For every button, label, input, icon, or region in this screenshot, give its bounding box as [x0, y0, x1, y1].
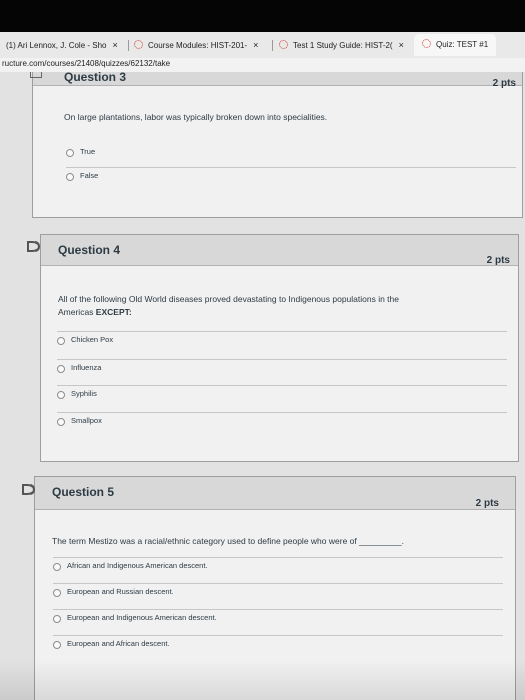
question-header — [35, 477, 515, 510]
question-title: Question 4 — [58, 243, 121, 257]
question-header — [41, 235, 518, 266]
answer-label[interactable]: European and African descent. — [67, 639, 170, 648]
browser-tab-course-modules[interactable] — [134, 36, 258, 54]
answer-option[interactable] — [57, 331, 507, 349]
answer-option[interactable] — [66, 167, 516, 185]
radio-button[interactable] — [53, 615, 61, 623]
radio-button[interactable] — [57, 418, 65, 426]
tab-label: Course Modules: HIST-201- — [148, 41, 248, 50]
answer-option[interactable] — [53, 583, 503, 601]
answer-label[interactable]: Chicken Pox — [71, 335, 114, 344]
answer-option[interactable] — [57, 359, 507, 377]
tab-separator — [128, 40, 129, 51]
answer-option[interactable] — [57, 412, 507, 430]
answer-option[interactable] — [57, 385, 507, 403]
photo-shadow — [0, 660, 525, 700]
question-text: The term Mestizo was a racial/ethnic category used to define people who were of _________. — [52, 536, 405, 546]
tab-close-icon[interactable]: × — [253, 40, 259, 50]
radio-button[interactable] — [57, 337, 65, 345]
tab-label: (1) Ari Lennox, J. Cole - Sho — [6, 41, 107, 50]
question-card-4 — [40, 234, 519, 462]
tab-close-icon[interactable]: × — [112, 40, 118, 50]
browser-tab-quiz[interactable] — [414, 34, 496, 56]
browser-tab-study-guide[interactable] — [279, 36, 404, 54]
question-title: Question 5 — [52, 485, 115, 499]
answer-label[interactable]: European and Russian descent. — [67, 587, 174, 596]
flag-question-icon[interactable] — [22, 484, 33, 495]
question-text: On large plantations, labor was typically broken down into specialities. — [64, 112, 328, 122]
radio-button[interactable] — [66, 173, 74, 181]
browser-tab-youtube[interactable] — [6, 36, 118, 54]
question-text-emphasis: EXCEPT: — [95, 307, 132, 317]
answer-option[interactable] — [53, 557, 503, 575]
canvas-logo-icon — [422, 39, 431, 48]
answer-label[interactable]: False — [80, 171, 99, 180]
answer-option[interactable] — [66, 143, 516, 161]
answer-option[interactable] — [53, 609, 503, 627]
answer-label[interactable]: African and Indigenous American descent. — [67, 561, 208, 570]
question-header — [33, 72, 522, 89]
question-points: 2 pts — [486, 255, 510, 266]
answer-label[interactable]: Syphilis — [71, 389, 97, 398]
tab-label: Quiz: TEST #1 — [436, 40, 489, 49]
answer-label[interactable]: Influenza — [71, 363, 102, 372]
screen-top-bezel — [0, 0, 525, 32]
tab-label: Test 1 Study Guide: HIST-2( — [293, 41, 393, 50]
question-text-line — [58, 306, 498, 319]
question-text — [58, 293, 498, 319]
radio-button[interactable] — [57, 391, 65, 399]
answer-label[interactable]: True — [80, 147, 96, 156]
tab-separator — [272, 40, 273, 51]
question-text-part: Americas — [58, 307, 96, 317]
flag-question-icon[interactable] — [27, 241, 38, 252]
url-text[interactable]: ructure.com/courses/21408/quizzes/62132/take — [2, 59, 171, 68]
question-title: Question 3 — [64, 72, 127, 84]
radio-button[interactable] — [53, 589, 61, 597]
radio-button[interactable] — [57, 365, 65, 373]
answer-label[interactable]: European and Indigenous American descent. — [67, 613, 217, 622]
canvas-logo-icon — [134, 40, 143, 49]
radio-button[interactable] — [66, 149, 74, 157]
canvas-logo-icon — [279, 40, 288, 49]
question-points: 2 pts — [492, 78, 516, 89]
browser-tab-bar — [0, 32, 525, 58]
radio-button[interactable] — [53, 641, 61, 649]
tab-close-icon[interactable]: × — [398, 40, 404, 50]
address-bar[interactable] — [0, 58, 525, 72]
flag-question-icon[interactable] — [30, 72, 42, 78]
quiz-page — [0, 72, 525, 700]
answer-option[interactable] — [53, 635, 503, 653]
question-points: 2 pts — [475, 498, 499, 509]
question-text-line: All of the following Old World diseases proved devastating to Indigenous populations in the — [58, 294, 400, 304]
radio-button[interactable] — [53, 563, 61, 571]
answer-label[interactable]: Smallpox — [71, 416, 102, 425]
question-card-3 — [32, 72, 523, 218]
